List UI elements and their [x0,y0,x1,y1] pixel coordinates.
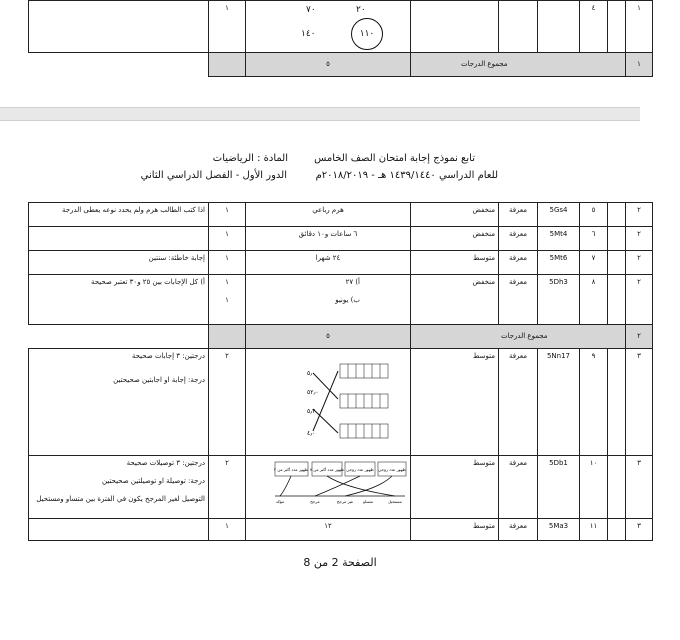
question-sub-number: ٤ [580,1,608,53]
cognitive-level: معرفة [499,227,538,251]
objective-code: 5Mt4 [538,227,580,251]
notes-cell [29,456,209,519]
note-line: درجتين: ٣ إجابات صحيحة [131,352,205,360]
notes-cell [29,519,209,541]
exam-header-term: الدور الأول - الفصل الدراسي الثاني [140,170,287,181]
notes-cell: اذا كتب الطالب هرم ولم يحدد نوعه يعطى الدرجة [29,203,209,227]
page-separator [0,107,640,121]
matching-diagram-cell [246,349,411,456]
question-sub-number: ٨ [580,275,608,325]
question-main-number: ١ [626,53,653,77]
total-row [29,53,653,77]
question-sub-number: ١٠ [580,456,608,519]
question-main-number: ٣ [626,519,653,541]
page-number: الصفحة 2 من 8 [303,556,377,569]
decimal-label: ٤٫٠ [307,430,316,437]
difficulty: متوسط [411,519,499,541]
answer-value: ٧٠ [306,5,316,15]
mark-cell: ١ [209,227,246,251]
question-main-number: ٣ [626,456,653,519]
match-line [313,371,338,431]
table-row [29,456,653,519]
question-main-number: ٢ [626,275,653,325]
mark-value: ١ [225,295,229,304]
table-row [29,203,653,227]
total-label: مجموع الدرجات [411,53,626,77]
cognitive-level: معرفة [499,456,538,519]
question-sub-number: ٥ [580,203,608,227]
mark-cell: ١ [209,251,246,275]
total-mark: ٥ [246,325,411,349]
mark-cell: ١ [209,1,246,53]
objective-code: 5Dh3 [538,275,580,325]
mark-cell [209,275,246,325]
question-sub-number: ١١ [580,519,608,541]
question-main-number: ٢ [626,325,653,349]
exam-header-subject: المادة : الرياضيات [212,153,288,164]
event-label: ظهور عدد زوجي [346,467,374,472]
notes-cell [29,227,209,251]
answer-value: ١٤٠ [301,29,316,39]
answer-text: هرم رباعي [246,203,411,227]
difficulty: منخفض [411,275,499,325]
scale-label: غير مرجح [336,499,354,504]
scale-label: متساو [362,499,374,504]
question-main-number: ١ [626,1,653,53]
answer-key-table [28,202,653,541]
difficulty: منخفض [411,227,499,251]
exam-header-year: للعام الدراسي ١٤٣٩/١٤٤٠ هـ - ٢٠١٨/٢٠١٩م [315,170,498,181]
table-row [29,519,653,541]
cognitive-level: معرفة [499,251,538,275]
empty-cell [608,275,626,325]
total-mark: ٥ [246,53,411,77]
cognitive-level: معرفة [499,349,538,456]
note-line: درجة: إجابة او اجابتين صحيحتين [113,375,205,384]
mark-value: ١ [225,278,229,286]
table-row [29,227,653,251]
notes-cell [209,325,246,349]
answer-text: ٦ ساعات و١٠ دقائق [246,227,411,251]
notes-cell [29,1,209,53]
difficulty: منخفض [411,203,499,227]
notes-cell: أ) كل الإجابات بين ٢٥ و٣٠ تعتبر صحيحة [29,275,209,325]
question-main-number: ٢ [626,203,653,227]
scale-label: مؤكد [275,499,285,504]
question-main-number: ٣ [626,349,653,456]
previous-page-fragment [0,0,640,107]
objective-code: 5Db1 [538,456,580,519]
mark-cell: ٢ [209,349,246,456]
empty-cell [608,349,626,456]
difficulty: متوسط [411,251,499,275]
scale-label: مستحيل [388,499,402,504]
total-row [29,325,653,349]
mark-cell: ١ [209,203,246,227]
answer-cell [246,1,411,53]
table-row [29,251,653,275]
decimal-label: ٥٫٠ [307,370,316,377]
answer-value: ٢٠ [356,5,366,15]
difficulty: متوسط [411,456,499,519]
number-grids [340,364,388,438]
match-lines [313,371,338,433]
notes-cell [29,349,209,456]
empty-cell [608,251,626,275]
objective-code: 5Nn17 [538,349,580,456]
answer-text: ١٢ [246,519,411,541]
empty-cell [411,1,499,53]
event-label: ظهور عدد أكبر من ٢ [273,467,309,472]
circled-answer: ١١٠ [351,18,383,50]
decimal-label: ٥٫٢ [307,408,316,415]
answer-cell [246,275,411,325]
answer-part-a: أ) ٢٧ [345,278,360,286]
objective-code: 5Gs4 [538,203,580,227]
difficulty: متوسط [411,349,499,456]
empty-cell [608,203,626,227]
empty-cell [608,227,626,251]
decimal-label: ٥٢٫٠ [307,389,319,396]
cognitive-level: معرفة [499,275,538,325]
empty-cell [538,1,580,53]
empty-cell [608,456,626,519]
exam-header-title: تابع نموذج إجابة امتحان الصف الخامس [314,153,475,164]
note-line: درجتين: ٣ توصيلات صحيحة [126,459,205,467]
objective-code: 5Ma3 [538,519,580,541]
table-row [29,275,653,325]
question-sub-number: ٧ [580,251,608,275]
notes-cell: إجابة خاطئة: سنتين [29,251,209,275]
event-label: ظهور عدد زوجي [378,467,406,472]
mark-cell: ٢ [209,456,246,519]
answer-part-b: ب) يونيو [335,295,360,304]
question-sub-number: ٦ [580,227,608,251]
probability-scale-diagram [245,456,410,518]
question-main-number: ٢ [626,227,653,251]
cognitive-level: معرفة [499,519,538,541]
match-curves [280,476,395,496]
note-line: التوصيل لغير المرجح يكون في الفترة بين متساو ومستحيل [36,495,205,504]
note-line: درجة: توصيلة او توصيلتين صحيحتين [102,477,205,486]
event-label: ظهور عدد أكبر من ٧ [309,467,345,472]
table-row [29,1,653,53]
scale-label: مرجح [310,499,320,504]
top-answer-table [28,0,653,77]
mark-cell: ١ [209,519,246,541]
cognitive-level: معرفة [499,203,538,227]
matching-diagram [245,349,410,455]
empty-cell [608,1,626,53]
probability-diagram-cell [246,456,411,519]
question-main-number: ٢ [626,251,653,275]
objective-code: 5Mt6 [538,251,580,275]
question-sub-number: ٩ [580,349,608,456]
answer-text: ٢٤ شهرا [246,251,411,275]
empty-cell [608,519,626,541]
empty-cell [499,1,538,53]
table-row [29,349,653,456]
total-label: مجموع الدرجات [411,325,626,349]
notes-cell [209,53,246,77]
